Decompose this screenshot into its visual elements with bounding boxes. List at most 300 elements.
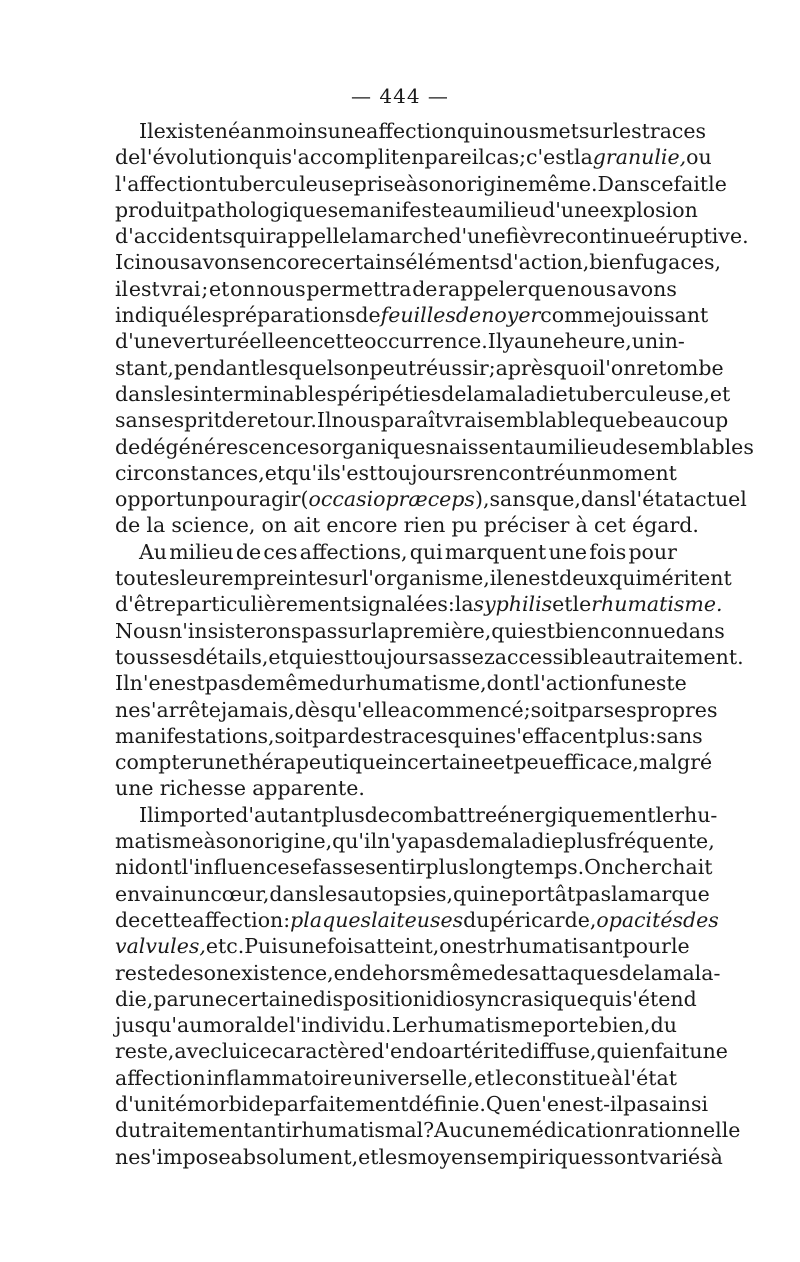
word: fois — [589, 539, 627, 564]
word: Puis — [244, 934, 289, 959]
word: traitement — [141, 1118, 252, 1143]
word: retombe — [636, 355, 724, 380]
word: ; — [523, 697, 531, 722]
word: est — [464, 934, 496, 959]
word: est — [321, 644, 353, 669]
word: affection — [192, 907, 284, 932]
text-line — [115, 144, 712, 170]
word: d'endoartérite — [371, 1039, 520, 1064]
word: s'arrête — [140, 697, 221, 722]
word: que — [588, 408, 628, 433]
word: qui — [456, 119, 490, 143]
word: des — [683, 907, 719, 932]
word: qu'il — [332, 829, 378, 854]
word: l'action — [533, 671, 610, 696]
word: d'autant — [235, 802, 322, 827]
word: ces — [263, 539, 298, 564]
word: pendant — [173, 355, 260, 380]
word: la — [466, 381, 486, 406]
word: in- — [658, 329, 685, 354]
word: qu'il — [285, 460, 331, 485]
word: se — [289, 855, 313, 880]
text-line — [115, 828, 715, 854]
word: soit — [530, 697, 569, 722]
word: fréquente, — [606, 829, 715, 854]
word: de — [455, 303, 482, 328]
word: rappeler — [438, 276, 528, 301]
word: ne — [115, 1144, 141, 1169]
text-line — [115, 697, 718, 723]
word: n'en — [129, 671, 174, 696]
text-line — [115, 775, 677, 801]
word: jamais, — [220, 697, 295, 722]
word: s'étend — [621, 986, 697, 1011]
word: pas — [623, 1091, 660, 1116]
word: tuberculeuse — [217, 171, 354, 196]
word: qui — [232, 224, 266, 249]
text-line — [115, 381, 731, 407]
word: portât — [511, 881, 576, 906]
text-line — [115, 1065, 677, 1091]
word: sont — [603, 1144, 648, 1169]
word: un — [183, 881, 211, 906]
text-line — [115, 197, 698, 223]
text-line — [115, 171, 727, 197]
word: que, — [535, 487, 581, 512]
word: à — [710, 1144, 723, 1169]
word: peu — [513, 750, 552, 775]
word: paraît — [380, 408, 443, 433]
word: ? — [423, 1118, 435, 1143]
word: Ici — [115, 250, 142, 275]
word: n'insisterons — [169, 618, 302, 643]
word: nous — [566, 276, 617, 301]
word: porte — [542, 1013, 599, 1038]
word: stant, — [115, 355, 174, 380]
word: nous — [331, 408, 381, 433]
word: la — [370, 618, 390, 643]
word: signalées — [350, 592, 448, 617]
word: rhu- — [674, 802, 718, 827]
word: sur — [578, 119, 613, 143]
word: affection — [366, 119, 457, 143]
text-line — [115, 460, 677, 486]
word: ne — [115, 697, 141, 722]
word: par — [568, 697, 604, 722]
word: esprit — [161, 408, 222, 433]
word: tuberculeuse, — [567, 381, 710, 406]
word: nous — [256, 276, 306, 301]
word: le — [572, 592, 592, 617]
word: y — [502, 329, 514, 354]
word: (occasio — [300, 487, 386, 512]
word: Dans — [597, 171, 650, 196]
word: accessible — [494, 644, 602, 669]
word: d'accidents — [115, 224, 233, 249]
word: l'affection — [115, 171, 218, 196]
word: une — [188, 986, 228, 1011]
word: et — [552, 592, 573, 617]
word: en — [629, 1039, 655, 1064]
word: méritent — [642, 566, 732, 591]
word: les — [164, 381, 194, 406]
word: éléments — [405, 250, 500, 275]
word: empiriques — [486, 1144, 604, 1169]
text-line — [115, 986, 697, 1012]
word: longtemps. — [468, 855, 585, 880]
word: dans — [115, 381, 165, 406]
word: d'une — [542, 197, 600, 222]
word: On — [584, 855, 615, 880]
word: de — [364, 802, 391, 827]
word: on — [261, 513, 288, 538]
word: du — [329, 671, 356, 696]
word: même — [265, 671, 330, 696]
word: Aucune — [434, 1118, 513, 1143]
word: l'organisme, — [361, 566, 490, 591]
word: en — [502, 566, 529, 591]
word: au — [522, 434, 548, 459]
word: au — [452, 197, 478, 222]
word: de — [441, 381, 467, 406]
word: et — [474, 1065, 495, 1090]
word: est — [128, 276, 160, 301]
word: milieu — [169, 539, 234, 564]
word: empreinte — [221, 566, 329, 591]
word: les — [192, 303, 223, 328]
word: il — [115, 276, 129, 301]
word: origine — [454, 171, 528, 196]
word: met — [539, 119, 579, 143]
word: Il — [316, 408, 332, 433]
word: une — [201, 750, 241, 775]
word: une — [689, 1039, 728, 1064]
word: un — [631, 329, 659, 354]
word: lui — [221, 1039, 249, 1064]
word: et — [208, 276, 230, 301]
word: s'impose — [140, 1144, 231, 1169]
text-line — [115, 223, 749, 249]
word: incertaine — [387, 750, 493, 775]
word: organiques — [319, 434, 436, 459]
word: propres — [636, 697, 718, 722]
word: vrai — [160, 276, 201, 301]
word: pour — [628, 539, 677, 564]
word: il — [489, 566, 503, 591]
word: matisme — [115, 829, 204, 854]
word: ses — [603, 697, 637, 722]
word: cette — [311, 329, 365, 354]
word: par — [153, 986, 189, 1011]
word: de — [240, 671, 266, 696]
text-line — [115, 854, 713, 880]
word: et — [264, 460, 286, 485]
word: morbide — [187, 1091, 274, 1116]
word: : — [447, 592, 455, 617]
word: importe — [153, 802, 236, 827]
word: de — [412, 276, 438, 301]
word: on — [343, 355, 370, 380]
word: continue — [564, 224, 656, 249]
word: des — [493, 960, 530, 985]
word: idiosyncrasique — [425, 986, 589, 1011]
word: atteint, — [363, 934, 440, 959]
word: c'est — [526, 145, 575, 170]
text-line — [115, 881, 710, 907]
word: est-il — [572, 1091, 624, 1116]
word: feuilles — [380, 303, 456, 328]
word: retour. — [247, 408, 317, 433]
word: sans — [489, 487, 536, 512]
word: un — [565, 460, 593, 485]
word: du — [650, 1013, 677, 1038]
word: plus — [425, 855, 469, 880]
word: Il — [139, 802, 154, 827]
text-line — [115, 302, 709, 328]
word: rhumatisme, — [355, 671, 487, 696]
word: du — [463, 907, 490, 932]
word: pathologique — [191, 197, 328, 222]
word: granulie, — [592, 145, 687, 170]
word: une — [548, 539, 587, 564]
word: même — [430, 960, 494, 985]
word: circonstances — [115, 460, 259, 485]
text-line — [115, 407, 729, 433]
word: semblables — [637, 434, 754, 459]
word: et — [492, 750, 514, 775]
word: une — [288, 934, 327, 959]
word: connue — [600, 618, 676, 643]
word: thérapeutique — [240, 750, 388, 775]
word: Il — [487, 329, 503, 354]
text-line — [115, 539, 677, 565]
word: définie. — [408, 1091, 486, 1116]
word: traces — [383, 723, 448, 748]
word: néanmoins — [214, 119, 328, 143]
word: ses — [159, 644, 193, 669]
word: beaucoup — [627, 408, 729, 433]
word: est — [524, 618, 556, 643]
word: fasse — [312, 855, 366, 880]
word: on — [439, 934, 465, 959]
word: deux — [559, 566, 610, 591]
text-line — [115, 1091, 709, 1117]
word: une — [327, 119, 367, 143]
text-line — [115, 276, 677, 302]
word: sans — [115, 408, 162, 433]
word: rien — [403, 513, 446, 538]
word: nous — [141, 250, 191, 275]
word: encore — [250, 250, 322, 275]
word: toujours — [377, 460, 464, 485]
word: Il — [115, 671, 130, 696]
word: réelle — [227, 329, 287, 354]
word: ce — [649, 171, 674, 196]
word: explosion — [599, 197, 698, 222]
word: qui — [588, 986, 622, 1011]
word: s'est — [330, 460, 378, 485]
word: des — [347, 723, 384, 748]
word: réussir; — [416, 355, 496, 380]
word: fugaces, — [634, 250, 722, 275]
word: à — [575, 513, 588, 538]
word: agir — [258, 487, 301, 512]
word: pas — [204, 671, 241, 696]
word: bien — [589, 250, 635, 275]
word: pas — [301, 618, 338, 643]
word: pour — [210, 487, 259, 512]
word: ne — [485, 881, 512, 906]
word: après — [495, 355, 554, 380]
word: valvules, — [115, 934, 206, 959]
word: de — [221, 408, 248, 433]
word: de — [115, 145, 141, 170]
word: de — [235, 539, 262, 564]
word: dans — [580, 487, 630, 512]
word: quoi — [553, 355, 599, 380]
word: traces — [641, 119, 707, 143]
word: d'être — [115, 592, 177, 617]
word: pareil — [424, 145, 485, 170]
word: ni — [115, 855, 135, 880]
word: Nous — [115, 618, 170, 643]
word: dégénérescences — [140, 434, 320, 459]
word: rhumatisme — [417, 1013, 543, 1038]
word: à — [611, 1065, 624, 1090]
word: affection — [115, 1065, 206, 1090]
word: assez — [438, 644, 495, 669]
word: milieu — [477, 197, 543, 222]
word: science, — [171, 513, 256, 538]
word: inflammatoire — [206, 1065, 353, 1090]
word: vertu — [172, 329, 228, 354]
word: mala- — [663, 960, 721, 985]
word: et — [709, 381, 731, 406]
word: diffuse, — [519, 1039, 597, 1064]
word: malgré — [638, 750, 713, 775]
text-line — [115, 670, 687, 696]
text-line — [115, 749, 713, 775]
word: fait — [673, 171, 709, 196]
word: universelle, — [352, 1065, 474, 1090]
word: caractère — [271, 1039, 372, 1064]
word: cœur, — [210, 881, 270, 906]
word: Que — [485, 1091, 529, 1116]
word: efficace, — [551, 750, 639, 775]
word: pas — [419, 829, 456, 854]
word: son — [215, 829, 252, 854]
word: rhumatisant — [495, 934, 623, 959]
word: fièvre — [505, 224, 565, 249]
word: autopsies, — [347, 881, 454, 906]
word: bien — [555, 618, 601, 643]
word: de — [455, 829, 481, 854]
word: en — [115, 881, 141, 906]
word: avons — [190, 250, 251, 275]
word: la — [351, 224, 371, 249]
word: plaques — [290, 907, 372, 932]
word: die, — [115, 986, 154, 1011]
word: en — [286, 329, 312, 354]
word: et — [358, 1144, 379, 1169]
text-line — [115, 933, 690, 959]
word: leur — [179, 566, 222, 591]
word: præceps), — [385, 487, 490, 512]
text-line — [115, 644, 744, 670]
word: laiteuses — [371, 907, 464, 932]
word: sur — [337, 618, 371, 643]
word: a — [407, 829, 420, 854]
word: funeste — [609, 671, 687, 696]
word: d'action, — [499, 250, 590, 275]
word: dont — [486, 671, 534, 696]
word: s'effacent — [505, 723, 606, 748]
word: au — [601, 644, 627, 669]
word: disposition — [312, 986, 426, 1011]
word: le — [495, 1065, 514, 1090]
word: est — [173, 671, 205, 696]
word: existe — [153, 119, 215, 143]
word: les — [318, 881, 348, 906]
word: les — [378, 1144, 408, 1169]
word: heure, — [564, 329, 632, 354]
word: marche — [370, 224, 449, 249]
word: à — [203, 829, 216, 854]
word: tous — [115, 644, 160, 669]
text-line — [115, 618, 725, 644]
word: s'accomplit — [281, 145, 400, 170]
word: lesquels — [259, 355, 344, 380]
word: prise — [353, 171, 406, 196]
word: qui — [409, 539, 443, 564]
word: pour — [622, 934, 671, 959]
word: moment — [592, 460, 677, 485]
word: vain — [140, 881, 184, 906]
word: son — [418, 171, 455, 196]
word: jouissant — [615, 303, 709, 328]
word: dont — [134, 855, 182, 880]
word: la — [146, 513, 166, 538]
word: combattre — [390, 802, 498, 827]
word: commencé — [412, 697, 524, 722]
word: éruptive. — [655, 224, 749, 249]
word: de — [355, 303, 381, 328]
word: interminables — [193, 381, 337, 406]
word: constitue — [514, 1065, 611, 1090]
word: ne — [480, 723, 506, 748]
word: son — [193, 960, 230, 985]
word: occurrence. — [364, 329, 488, 354]
text-line — [115, 118, 707, 144]
word: dehors — [359, 960, 431, 985]
word: est — [528, 566, 560, 591]
word: cas; — [484, 145, 526, 170]
word: n'y — [377, 829, 408, 854]
word: rhumatisme. — [591, 592, 723, 617]
word: produit — [115, 197, 192, 222]
page-number: — 444 — — [351, 84, 449, 108]
text-line — [115, 486, 747, 512]
body-text — [115, 118, 754, 1170]
word: dès — [294, 697, 331, 722]
word: de — [612, 434, 638, 459]
word: l'individu. — [288, 1013, 392, 1038]
word: l'état — [623, 1065, 677, 1090]
text-line — [115, 565, 732, 591]
word: permettra — [306, 276, 412, 301]
word: que — [527, 276, 567, 301]
word: cette — [140, 907, 193, 932]
